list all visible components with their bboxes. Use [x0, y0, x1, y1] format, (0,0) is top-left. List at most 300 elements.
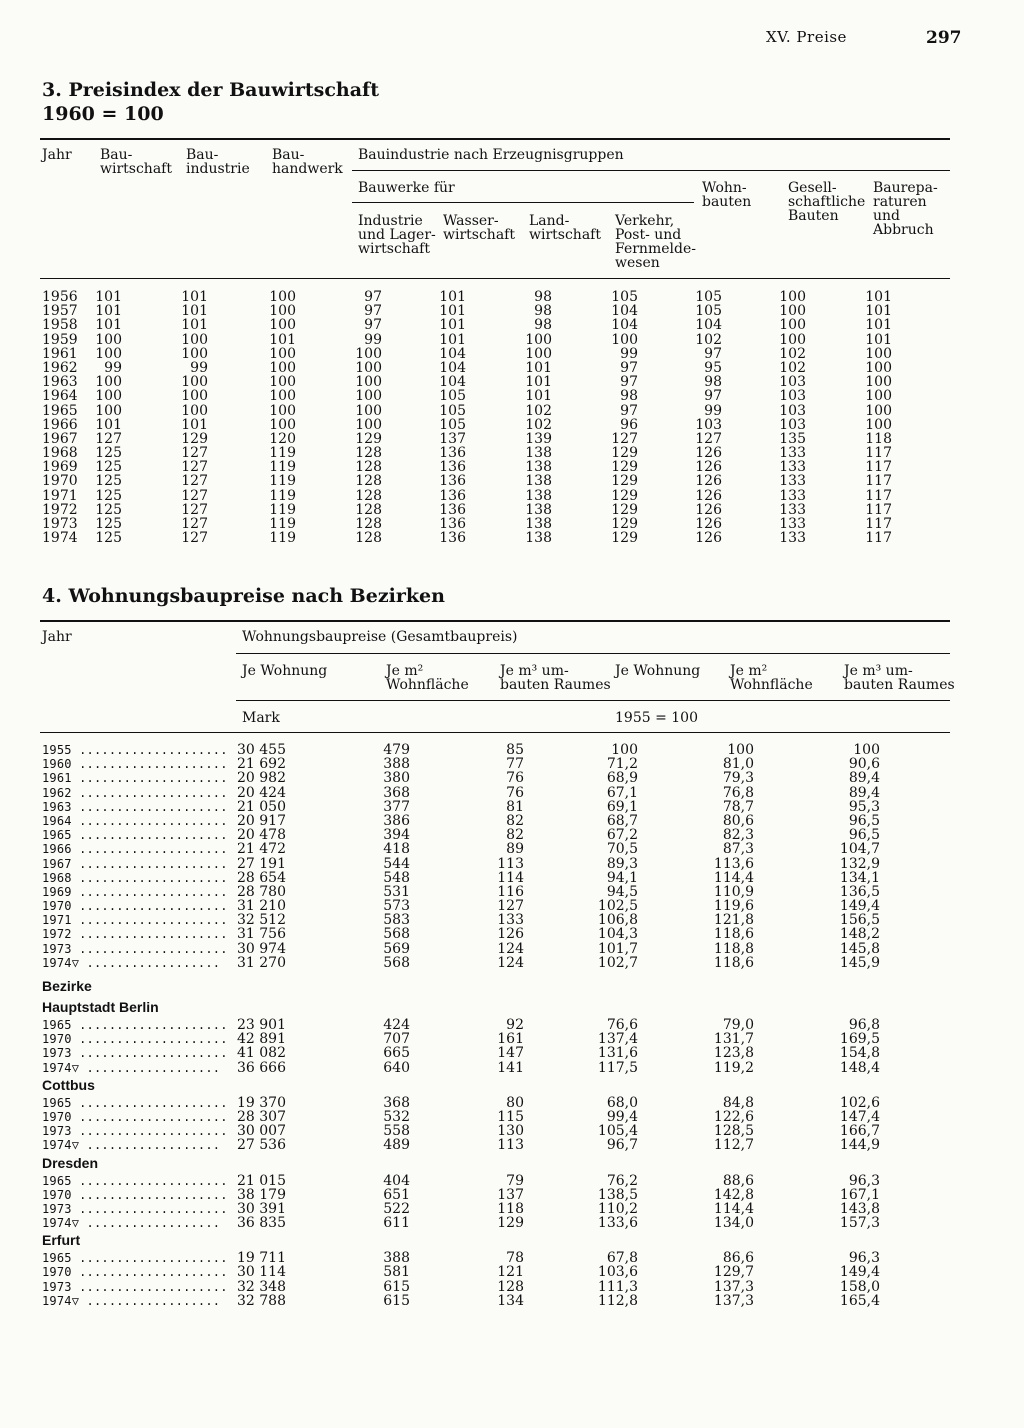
cell-verkehr: 129 [611, 530, 638, 547]
cell-land: 138 [525, 530, 552, 547]
cell-je-m3-index: 145,9 [839, 954, 880, 971]
cell-je-wohnung: 38 179 [237, 1186, 286, 1203]
table-row [40, 814, 960, 828]
cell-year: 1959 [42, 331, 78, 348]
table-row [40, 771, 960, 785]
cell-verkehr: 129 [611, 487, 638, 504]
cell-bauindustrie: 101 [181, 289, 208, 305]
cell-wohn: 126 [695, 501, 722, 518]
cell-bauindustrie: 127 [181, 473, 208, 490]
table-row [40, 913, 960, 927]
cell-baurep: 101 [865, 303, 892, 320]
table3-top-rule [40, 138, 950, 140]
cell-industrie: 97 [364, 289, 382, 305]
cell-bauwirtschaft: 125 [95, 501, 122, 518]
cell-land: 100 [525, 345, 552, 362]
cell-wohn: 104 [695, 317, 722, 334]
cell-bauindustrie: 127 [181, 445, 208, 462]
cell-year: 1973 .................... [42, 1046, 228, 1061]
cell-je-wohnung: 30 007 [237, 1123, 286, 1140]
cell-je-wohnung: 21 015 [237, 1172, 286, 1189]
cell-year: 1974▽ .................. [42, 1060, 221, 1075]
cell-year: 1964 [42, 388, 78, 405]
table-row [40, 503, 960, 517]
cell-year: 1973 .................... [42, 1124, 228, 1139]
cell-baurep: 117 [865, 501, 892, 518]
cell-wasser: 105 [439, 402, 466, 419]
cell-wasser: 105 [439, 416, 466, 433]
cell-industrie: 128 [355, 459, 382, 476]
cell-je-wohnung: 20 917 [237, 812, 286, 829]
cell-je-m2: 651 [383, 1186, 410, 1203]
cell-je-wohnung: 30 974 [237, 940, 286, 957]
cell-gesell: 102 [779, 359, 806, 376]
cell-je-m3-index: 156,5 [839, 912, 880, 929]
page-number: 297 [926, 28, 962, 48]
cell-industrie: 97 [364, 317, 382, 334]
cell-je-m3-index: 158,0 [839, 1278, 880, 1295]
cell-je-wohnung-index: 112,8 [597, 1292, 638, 1309]
cell-bauwirtschaft: 125 [95, 445, 122, 462]
cell-je-wohnung: 32 348 [237, 1278, 286, 1295]
cell-je-m3: 82 [506, 827, 524, 844]
col-header-je-m3-index: Je m³ um- bauten Raumes [844, 663, 955, 693]
bezirk-name: Erfurt [42, 1232, 81, 1249]
cell-wohn: 95 [704, 359, 722, 376]
cell-je-m2: 548 [383, 869, 410, 886]
col-header-baurep: Baurepa- raturen und Abbruch [873, 180, 938, 238]
col-header-bauindustrie: Bau- industrie [186, 147, 250, 177]
cell-bauhandwerk: 100 [269, 359, 296, 376]
cell-year: 1967 .................... [42, 856, 228, 871]
cell-wohn: 105 [695, 289, 722, 305]
cell-bauwirtschaft: 100 [95, 388, 122, 405]
cell-baurep: 101 [865, 289, 892, 305]
cell-je-wohnung-index: 100 [611, 742, 638, 758]
cell-year: 1970 .................... [42, 1187, 228, 1202]
cell-je-m2-index: 79,0 [722, 1017, 754, 1033]
cell-je-m3: 133 [497, 912, 524, 929]
cell-je-m2-index: 118,6 [713, 926, 754, 943]
cell-bauwirtschaft: 125 [95, 487, 122, 504]
cell-je-m2: 544 [383, 855, 410, 872]
cell-land: 101 [525, 388, 552, 405]
unit-index: 1955 = 100 [615, 710, 698, 726]
bezirk-name: Dresden [42, 1154, 99, 1171]
cell-je-wohnung: 20 478 [237, 827, 286, 844]
cell-baurep: 117 [865, 473, 892, 490]
cell-land: 102 [525, 402, 552, 419]
table-row [40, 800, 960, 814]
cell-wohn: 98 [704, 374, 722, 391]
cell-wohn: 105 [695, 303, 722, 320]
cell-je-wohnung-index: 94,1 [606, 869, 638, 886]
table-row [40, 1188, 960, 1202]
bezirk-name: Cottbus [42, 1076, 95, 1093]
cell-wohn: 99 [704, 402, 722, 419]
cell-je-m2: 707 [383, 1031, 410, 1048]
cell-bauindustrie: 100 [181, 388, 208, 405]
cell-je-m3: 118 [497, 1200, 524, 1217]
cell-wohn: 126 [695, 487, 722, 504]
table-row [40, 1032, 960, 1046]
table-row [40, 786, 960, 800]
cell-je-m2-index: 121,8 [713, 912, 754, 929]
table-row [40, 1251, 960, 1265]
cell-je-m3: 113 [497, 1137, 524, 1154]
cell-year: 1971 [42, 487, 78, 504]
cell-wasser: 136 [439, 473, 466, 490]
table-row [40, 333, 960, 347]
cell-year: 1970 .................... [42, 1032, 228, 1047]
cell-je-m2: 615 [383, 1292, 410, 1309]
cell-bauindustrie: 100 [181, 345, 208, 362]
cell-bauindustrie: 100 [181, 374, 208, 391]
cell-year: 1968 [42, 445, 78, 462]
cell-je-m3-index: 157,3 [839, 1215, 880, 1232]
cell-verkehr: 104 [611, 317, 638, 334]
cell-wohn: 103 [695, 416, 722, 433]
cell-je-m3-index: 96,5 [848, 827, 880, 844]
cell-industrie: 128 [355, 445, 382, 462]
cell-je-wohnung: 27 536 [237, 1137, 286, 1154]
cell-land: 98 [534, 289, 552, 305]
cell-je-wohnung: 31 270 [237, 954, 286, 971]
cell-bauindustrie: 101 [181, 416, 208, 433]
cell-bauhandwerk: 119 [269, 516, 296, 532]
cell-bauhandwerk: 100 [269, 317, 296, 334]
table-row [40, 432, 960, 446]
cell-je-m2-index: 76,8 [722, 784, 754, 801]
col-header-jahr: Jahr [42, 147, 72, 163]
cell-bauhandwerk: 119 [269, 530, 296, 547]
col-header-je-m3: Je m³ um- bauten Raumes [500, 663, 611, 693]
cell-industrie: 128 [355, 473, 382, 490]
cell-year: 1965 .................... [42, 1095, 228, 1110]
cell-bauhandwerk: 100 [269, 416, 296, 433]
cell-je-m2: 640 [383, 1059, 410, 1076]
cell-je-m2: 404 [383, 1172, 410, 1189]
cell-je-m2: 394 [383, 827, 410, 844]
table4-title: 4. Wohnungsbaupreise nach Bezirken [42, 585, 445, 607]
cell-je-m3: 137 [497, 1186, 524, 1203]
cell-wohn: 97 [704, 345, 722, 362]
cell-je-m3-index: 165,4 [839, 1292, 880, 1309]
cell-gesell: 102 [779, 345, 806, 362]
table4-body [40, 743, 960, 1308]
cell-bauhandwerk: 120 [269, 430, 296, 447]
cell-je-wohnung-index: 102,7 [597, 954, 638, 971]
cell-je-wohnung: 28 307 [237, 1108, 286, 1125]
cell-bauindustrie: 127 [181, 487, 208, 504]
cell-gesell: 100 [779, 317, 806, 334]
table-row [40, 942, 960, 956]
cell-bauhandwerk: 101 [269, 331, 296, 348]
cell-industrie: 129 [355, 430, 382, 447]
cell-je-m3-index: 169,5 [839, 1031, 880, 1048]
table-row [40, 871, 960, 885]
cell-je-wohnung: 19 370 [237, 1094, 286, 1111]
cell-bauhandwerk: 119 [269, 445, 296, 462]
cell-industrie: 97 [364, 303, 382, 320]
cell-je-m2: 489 [383, 1137, 410, 1154]
cell-bauindustrie: 127 [181, 530, 208, 547]
cell-industrie: 128 [355, 501, 382, 518]
cell-je-m2-index: 84,8 [722, 1094, 754, 1111]
col-header-wohn: Wohn- bauten [702, 180, 752, 210]
cell-je-wohnung-index: 104,3 [597, 926, 638, 943]
cell-baurep: 118 [865, 430, 892, 447]
cell-je-m2: 581 [383, 1264, 410, 1281]
cell-je-m3: 113 [497, 855, 524, 872]
cell-je-wohnung-index: 71,2 [606, 756, 638, 773]
table-row [40, 389, 960, 403]
cell-industrie: 100 [355, 359, 382, 376]
table4-group-rule [236, 653, 950, 654]
cell-je-m3: 141 [497, 1059, 524, 1076]
cell-bauwirtschaft: 100 [95, 402, 122, 419]
cell-year: 1963 .................... [42, 799, 228, 814]
cell-bauwirtschaft: 100 [95, 331, 122, 348]
table-row [40, 927, 960, 941]
table4-header-rule [40, 732, 950, 733]
col-header-jahr: Jahr [42, 629, 72, 645]
cell-je-m3: 127 [497, 898, 524, 915]
cell-je-m2: 569 [383, 940, 410, 957]
cell-je-m3-index: 149,4 [839, 898, 880, 915]
table-row [40, 460, 960, 474]
cell-je-m3: 129 [497, 1215, 524, 1232]
cell-je-m2: 368 [383, 784, 410, 801]
cell-je-m3-index: 96,3 [848, 1172, 880, 1189]
cell-je-wohnung: 32 788 [237, 1292, 286, 1309]
col-header-je-m2: Je m² Wohnfläche [386, 663, 469, 693]
table-row [40, 1046, 960, 1060]
cell-je-wohnung-index: 131,6 [597, 1045, 638, 1062]
cell-verkehr: 104 [611, 303, 638, 320]
table3-header-rule [40, 278, 950, 279]
cell-year: 1956 [42, 289, 78, 305]
section-title: XV. Preise [766, 28, 847, 46]
table4-top-rule [40, 620, 950, 622]
cell-bauindustrie: 127 [181, 501, 208, 518]
cell-je-m3: 147 [497, 1045, 524, 1062]
cell-land: 138 [525, 501, 552, 518]
table-row [40, 857, 960, 871]
cell-je-m2-index: 122,6 [713, 1108, 754, 1125]
cell-bauwirtschaft: 99 [104, 359, 122, 376]
cell-je-wohnung: 27 191 [237, 855, 286, 872]
running-head [0, 28, 1024, 52]
cell-je-m2-index: 137,3 [713, 1292, 754, 1309]
cell-year: 1974▽ .................. [42, 955, 221, 970]
cell-je-m3: 124 [497, 940, 524, 957]
cell-je-m2-index: 131,7 [713, 1031, 754, 1048]
cell-je-m3-index: 96,5 [848, 812, 880, 829]
cell-je-m2-index: 123,8 [713, 1045, 754, 1062]
cell-je-m3-index: 154,8 [839, 1045, 880, 1062]
cell-verkehr: 97 [620, 402, 638, 419]
cell-je-m2-index: 128,5 [713, 1123, 754, 1140]
cell-year: 1961 .................... [42, 771, 228, 786]
cell-bauindustrie: 99 [190, 359, 208, 376]
cell-bauindustrie: 101 [181, 303, 208, 320]
cell-wasser: 105 [439, 388, 466, 405]
cell-verkehr: 98 [620, 388, 638, 405]
cell-wohn: 126 [695, 445, 722, 462]
cell-je-wohnung-index: 76,6 [606, 1017, 638, 1033]
cell-je-m3-index: 95,3 [848, 798, 880, 815]
cell-gesell: 133 [779, 459, 806, 476]
cell-land: 139 [525, 430, 552, 447]
table-row [40, 1294, 960, 1308]
cell-bauwirtschaft: 125 [95, 530, 122, 547]
cell-industrie: 128 [355, 516, 382, 532]
cell-je-m3: 161 [497, 1031, 524, 1048]
cell-je-wohnung-index: 111,3 [597, 1278, 638, 1295]
col-header-verkehr: Verkehr, Post- und Fernmelde- wesen [615, 213, 696, 271]
cell-je-wohnung: 19 711 [237, 1250, 286, 1267]
cell-je-wohnung-index: 101,7 [597, 940, 638, 957]
table-row [40, 1018, 960, 1032]
table-row [40, 1061, 960, 1075]
cell-bauhandwerk: 100 [269, 345, 296, 362]
cell-land: 98 [534, 303, 552, 320]
cell-je-m2: 388 [383, 1250, 410, 1267]
cell-wasser: 101 [439, 317, 466, 334]
table-row [40, 446, 960, 460]
cell-je-m3-index: 89,4 [848, 784, 880, 801]
table-row [40, 885, 960, 899]
cell-je-m2: 377 [383, 798, 410, 815]
cell-je-wohnung-index: 67,2 [606, 827, 638, 844]
cell-bauwirtschaft: 125 [95, 459, 122, 476]
cell-verkehr: 129 [611, 473, 638, 490]
cell-baurep: 100 [865, 359, 892, 376]
table-row [40, 375, 960, 389]
cell-je-wohnung-index: 102,5 [597, 898, 638, 915]
cell-je-m3-index: 136,5 [839, 883, 880, 900]
cell-wasser: 104 [439, 374, 466, 391]
cell-je-wohnung-index: 110,2 [597, 1200, 638, 1217]
cell-wohn: 127 [695, 430, 722, 447]
cell-je-m3: 89 [506, 841, 524, 858]
table-row [40, 1202, 960, 1216]
cell-verkehr: 127 [611, 430, 638, 447]
cell-je-wohnung: 30 114 [237, 1264, 286, 1281]
cell-bauwirtschaft: 127 [95, 430, 122, 447]
cell-year: 1965 .................... [42, 1018, 228, 1032]
cell-je-m2-index: 142,8 [713, 1186, 754, 1203]
cell-bauwirtschaft: 125 [95, 473, 122, 490]
cell-je-m2: 568 [383, 954, 410, 971]
cell-je-m3: 130 [497, 1123, 524, 1140]
cell-je-m3: 121 [497, 1264, 524, 1281]
cell-baurep: 117 [865, 530, 892, 547]
cell-je-m3: 81 [506, 798, 524, 815]
cell-je-m2-index: 134,0 [713, 1215, 754, 1232]
cell-land: 101 [525, 374, 552, 391]
cell-je-wohnung: 30 391 [237, 1200, 286, 1217]
bezirk-name: Hauptstadt Berlin [42, 999, 159, 1015]
cell-je-m2-index: 78,7 [722, 798, 754, 815]
cell-land: 138 [525, 445, 552, 462]
cell-je-m2-index: 118,6 [713, 954, 754, 971]
cell-verkehr: 96 [620, 416, 638, 433]
cell-bauhandwerk: 119 [269, 501, 296, 518]
col-header-land: Land- wirtschaft [529, 213, 601, 243]
cell-je-wohnung: 30 455 [237, 742, 286, 758]
cell-wasser: 101 [439, 331, 466, 348]
cell-je-wohnung-index: 68,0 [606, 1094, 638, 1111]
cell-je-wohnung: 31 210 [237, 898, 286, 915]
col-header-wasser: Wasser- wirtschaft [443, 213, 515, 243]
cell-year: 1974▽ .................. [42, 1293, 221, 1308]
table-row [40, 842, 960, 856]
table3-subgroup-rule [352, 202, 694, 203]
cell-year: 1957 [42, 303, 78, 320]
col-header-bauwerke-fuer: Bauwerke für [358, 180, 455, 196]
cell-je-m3: 76 [506, 784, 524, 801]
cell-bauindustrie: 129 [181, 430, 208, 447]
table-row [40, 347, 960, 361]
cell-gesell: 135 [779, 430, 806, 447]
table-row [40, 828, 960, 842]
cell-year: 1961 [42, 345, 78, 362]
cell-baurep: 117 [865, 487, 892, 504]
cell-baurep: 101 [865, 331, 892, 348]
cell-bauwirtschaft: 101 [95, 317, 122, 334]
table3-title [42, 78, 379, 126]
cell-year: 1965 .................... [42, 828, 228, 843]
cell-bauwirtschaft: 100 [95, 345, 122, 362]
cell-baurep: 117 [865, 459, 892, 476]
cell-je-m2: 380 [383, 770, 410, 787]
cell-je-m3: 128 [497, 1278, 524, 1295]
cell-je-m3-index: 145,8 [839, 940, 880, 957]
cell-je-m2: 611 [383, 1215, 410, 1232]
table-row [40, 1096, 960, 1110]
cell-wohn: 126 [695, 473, 722, 490]
cell-verkehr: 129 [611, 445, 638, 462]
cell-year: 1971 .................... [42, 913, 228, 928]
table-row [40, 757, 960, 771]
cell-gesell: 100 [779, 303, 806, 320]
cell-je-m3-index: 96,3 [848, 1250, 880, 1267]
cell-wasser: 136 [439, 459, 466, 476]
cell-je-m3-index: 147,4 [839, 1108, 880, 1125]
cell-bauindustrie: 127 [181, 459, 208, 476]
table3-group-rule [352, 170, 950, 171]
cell-je-m2-index: 87,3 [722, 841, 754, 858]
cell-gesell: 133 [779, 487, 806, 504]
cell-je-m2-index: 100 [727, 742, 754, 758]
table3-body [40, 290, 960, 545]
cell-je-m2: 522 [383, 1200, 410, 1217]
cell-je-wohnung: 23 901 [237, 1017, 286, 1033]
cell-verkehr: 129 [611, 501, 638, 518]
cell-je-wohnung-index: 89,3 [606, 855, 638, 872]
cell-bauwirtschaft: 101 [95, 416, 122, 433]
cell-je-m2-index: 88,6 [722, 1172, 754, 1189]
cell-je-m3: 76 [506, 770, 524, 787]
cell-wasser: 136 [439, 501, 466, 518]
cell-je-m2: 368 [383, 1094, 410, 1111]
cell-je-wohnung-index: 68,7 [606, 812, 638, 829]
cell-land: 100 [525, 331, 552, 348]
cell-industrie: 100 [355, 416, 382, 433]
table-row [40, 474, 960, 488]
